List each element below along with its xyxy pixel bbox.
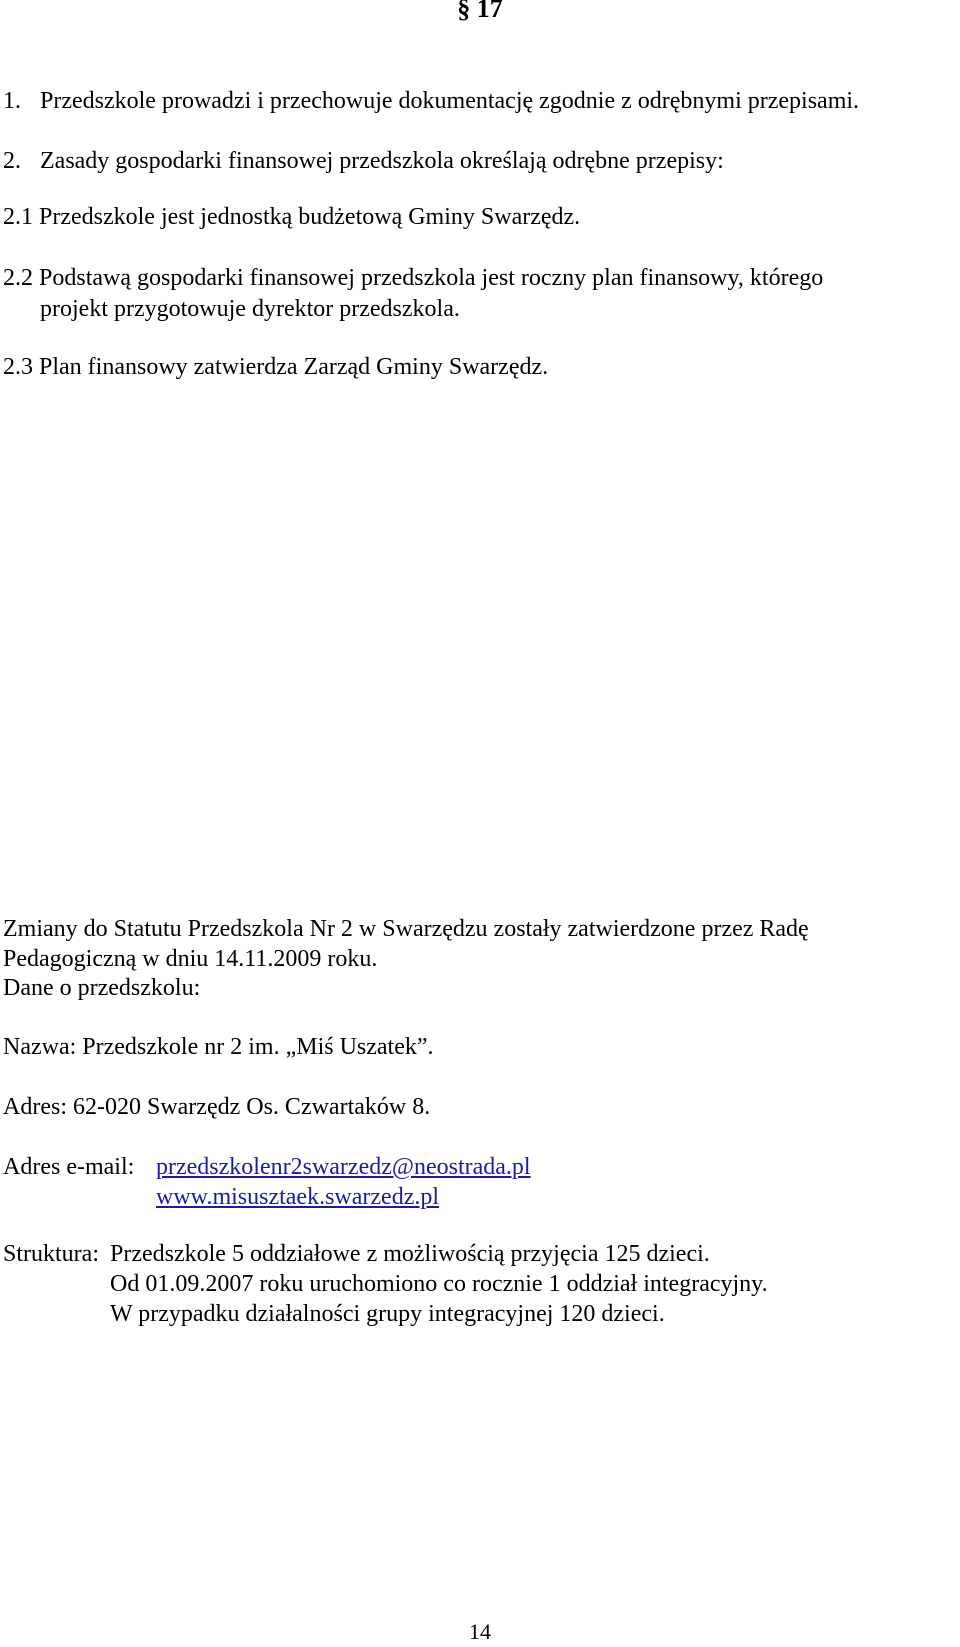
item-2: [3, 146, 21, 176]
page-number: 14: [469, 1619, 491, 1644]
structure-label: Struktura:: [3, 1241, 99, 1267]
subitem-2-3: 2.3 Plan finansowy zatwierdza Zarząd Gminy Swarzędz.: [3, 354, 549, 380]
info-name: Nazwa: Przedszkole nr 2 im. „Miś Uszatek”.: [3, 1034, 434, 1060]
section-heading: § 17: [457, 0, 503, 23]
item-1: [3, 86, 21, 116]
structure-line3: W przypadku działalności grupy integracyjnej 120 dzieci.: [110, 1301, 665, 1327]
subitem-2-2-line2: projekt przygotowuje dyrektor przedszkola.: [40, 296, 460, 322]
approval-line2: Pedagogiczną w dniu 14.11.2009 roku.: [3, 946, 378, 972]
item-1-number: 1.: [3, 88, 21, 114]
email-link[interactable]: przedszkolenr2swarzedz@neostrada.pl: [156, 1154, 531, 1180]
info-address: Adres: 62-020 Swarzędz Os. Czwartaków 8.: [3, 1094, 431, 1120]
item-1-text: Przedszkole prowadzi i przechowuje dokumentację zgodnie z odrębnymi przepisami.: [40, 88, 860, 114]
website-link[interactable]: www.misusztaek.swarzedz.pl: [156, 1184, 440, 1210]
info-heading: Dane o przedszkolu:: [3, 975, 201, 1001]
item-2-number: 2.: [3, 148, 21, 174]
approval-line1: Zmiany do Statutu Przedszkola Nr 2 w Swarzędzu zostały zatwierdzone przez Radę: [3, 916, 809, 942]
structure-line1: Przedszkole 5 oddziałowe z możliwością przyjęcia 125 dzieci.: [110, 1241, 710, 1267]
subitem-2-1: 2.1 Przedszkole jest jednostką budżetową Gminy Swarzędz.: [3, 204, 581, 230]
item-2-text: Zasady gospodarki finansowej przedszkola określają odrębne przepisy:: [40, 148, 724, 174]
structure-line2: Od 01.09.2007 roku uruchomiono co rocznie 1 oddział integracyjny.: [110, 1271, 768, 1297]
email-label: Adres e-mail:: [3, 1154, 135, 1180]
subitem-2-2-line1: 2.2 Podstawą gospodarki finansowej przedszkola jest roczny plan finansowy, którego: [3, 265, 824, 291]
